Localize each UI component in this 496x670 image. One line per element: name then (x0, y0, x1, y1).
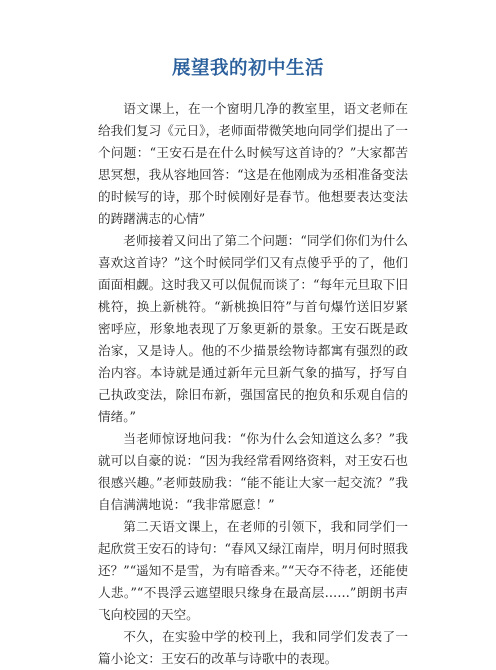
paragraph-5: 不久，在实验中学的校刊上，我和同学们发表了一篇小论文：王安石的改革与诗歌中的表现。 (98, 629, 408, 666)
paragraph-3: 当老师惊讶地问我：“你为什么会知道这么多？”我就可以自豪的说：“因为我经常看网络资料，对王安石也很感兴趣。”老师鼓励我：“能不能让大家一起交流？”我自信满满地说：“我非常愿意！” (98, 431, 408, 512)
document-title: 展望我的初中生活 (171, 58, 324, 79)
paragraph-2: 老师接着又问出了第二个问题：“同学们你们为什么喜欢这首诗？”这个时候同学们又有点傻乎乎的了，他们面面相觑。这时我又可以侃侃而谈了：“每年元旦取下旧桃符，换上新桃符。“新桃换旧符”与首句爆竹送旧岁紧密呼应，形象地表现了万象更新的景象。王安石既是政治家，又是诗人。他的不少描景绘物诗都寓有强烈的政治内容。本诗就是通过新年元旦新气象的描写，抒写自己执政变法，除旧布新，强国富民的抱负和乐观自信的情绪。” (98, 233, 408, 424)
document-body (98, 98, 408, 670)
paragraph-1: 语文课上，在一个窗明几净的教室里，语文老师在给我们复习《元日》，老师面带微笑地向同学们提出了一个问题：“王安石是在什么时候写这首诗的？”大家都苦思冥想，我从容地回答：“这是在他刚成为丞相准备变法的时候写的诗，那个时候刚好是春节。他想要表达变法的踌躇满志的心情” (98, 101, 408, 226)
paragraph-4: 第二天语文课上，在老师的引领下，我和同学们一起欣赏王安石的诗句：“春风又绿江南岸，明月何时照我还？”“遥知不是雪，为有暗香来。”“天夺不待老，还能使人悲。”“不畏浮云遮望眼只缘身在最高层……”朗朗书声飞向校园的天空。 (98, 519, 408, 622)
